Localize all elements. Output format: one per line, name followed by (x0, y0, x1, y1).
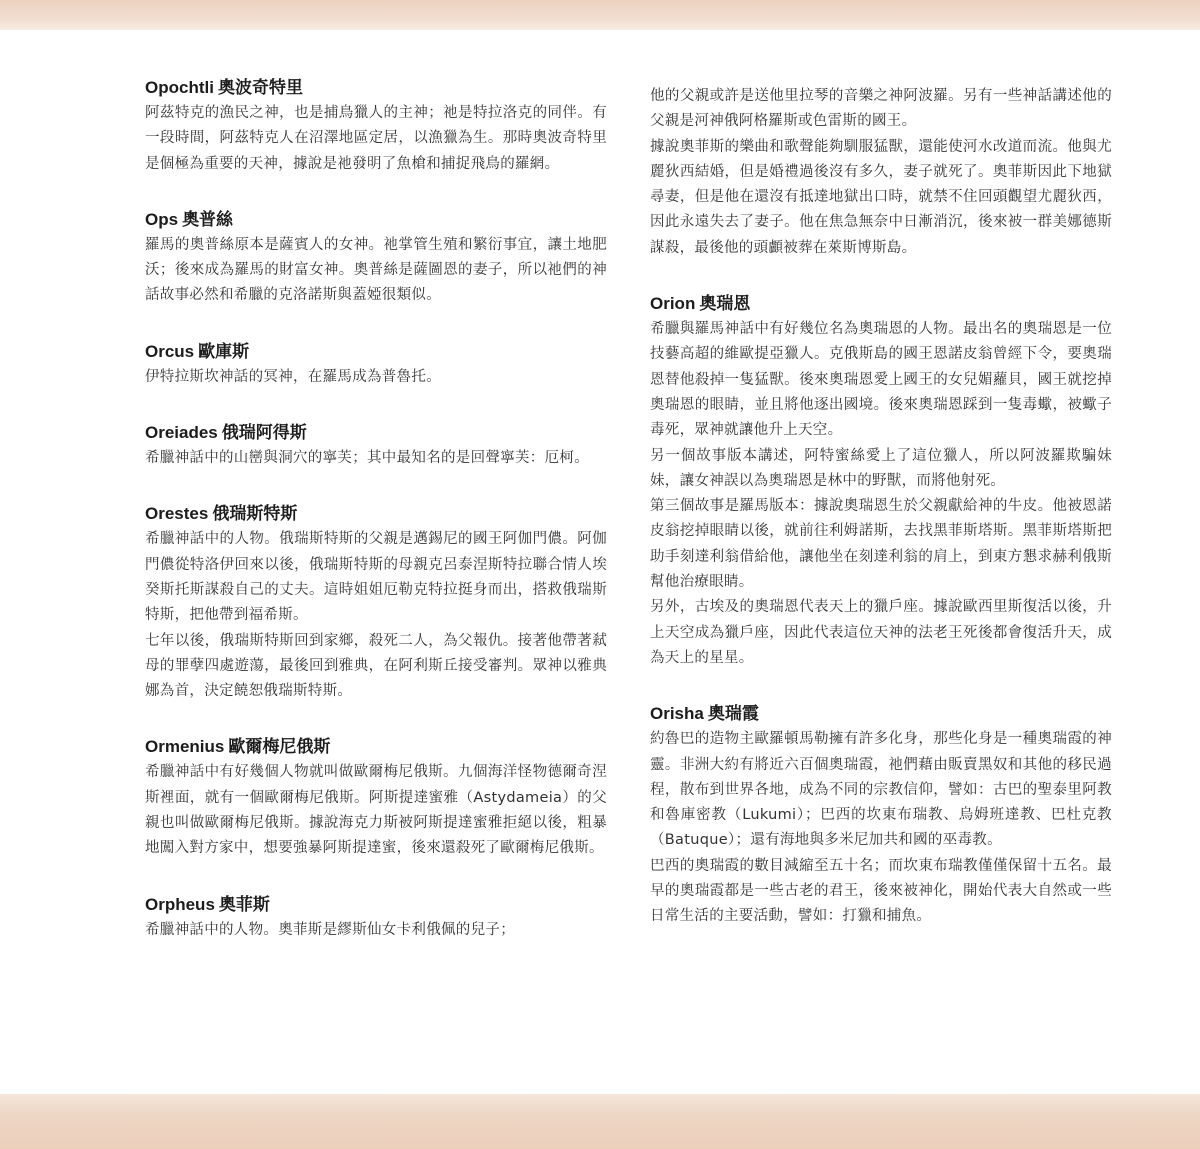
entry-paragraph: 希臘與羅馬神話中有好幾位名為奧瑞恩的人物。最出名的奧瑞恩是一位技藝高超的維歐提亞獵人。克俄斯島的國王恩諾皮翁曾經下令，要奧瑞恩替他殺掉一隻猛獸。後來奧瑞恩愛上國王的女兒媚蘿貝，國王就挖掉奧瑞恩的眼睛，並且將他逐出國境。後來奧瑞恩踩到一隻毒蠍，被蠍子毒死，眾神就讓他升上天空。 (650, 321, 1112, 439)
entry-paragraph: 約魯巴的造物主歐羅頓馬勒擁有許多化身，那些化身是一種奧瑞霞的神靈。非洲大約有將近六百個奧瑞霞，祂們藉由販賣黑奴和其他的移民過程，散布到世界各地，成為不同的宗教信仰，譬如：古巴的聖泰里阿教和魯庫密教（Lukumi）；巴西的坎東布瑞教、烏姆班達教、巴杜克教（Batuque）；還有海地與多米尼加共和國的巫毒教。 (650, 731, 1112, 849)
entry-heading (145, 504, 607, 524)
right-column (650, 84, 1112, 963)
entry-paragraph: 希臘神話中的山巒與洞穴的寧芙；其中最知名的是回聲寧芙：厄柯。 (145, 450, 589, 467)
entry-term: Ops (145, 209, 179, 229)
entry-term-chinese: 俄瑞阿得斯 (221, 423, 307, 443)
entry-paragraph: 希臘神話中有好幾個人物就叫做歐爾梅尼俄斯。九個海洋怪物德爾奇涅斯裡面，就有一個歐爾梅尼俄斯。阿斯提達蜜雅（Astydameia）的父親也叫做歐爾梅尼俄斯。據說海克力斯被阿斯提達蜜雅拒絕以後，粗暴地闖入對方家中，想要強暴阿斯提達蜜，後來還殺死了歐爾梅尼俄斯。 (145, 764, 607, 857)
entry-paragraph: 另外，古埃及的奧瑞恩代表天上的獵戶座。據說歐西里斯復活以後，升上天空成為獵戶座，因此代表這位天神的法老王死後都會復活升天，成為天上的星星。 (650, 599, 1112, 666)
entry-heading (650, 704, 1112, 724)
page-bottom-edge (0, 1094, 1200, 1149)
entry-term: Ormenius (145, 737, 225, 757)
entry-ormenius (145, 737, 607, 861)
entry-paragraph: 希臘神話中的人物。俄瑞斯特斯的父親是邁錫尼的國王阿伽門儂。阿伽門儂從特洛伊回來以後，俄瑞斯特斯的母親克呂泰涅斯特拉聯合情人埃癸斯托斯謀殺自己的丈夫。這時姐姐厄勒克特拉挺身而出，搭救俄瑞斯特斯，把他帶到福希斯。 (145, 531, 607, 624)
entry-paragraph: 羅馬的奧普絲原本是薩賓人的女神。祂掌管生殖和繁衍事宜，讓土地肥沃；後來成為羅馬的財富女神。奧普絲是薩圖恩的妻子，所以祂們的神話故事必然和希臘的克洛諾斯與蓋婭很類似。 (145, 236, 607, 304)
entry-orisha (650, 704, 1112, 929)
entry-paragraph: 阿茲特克的漁民之神，也是捕鳥獵人的主神；祂是特拉洛克的同伴。有一段時間，阿茲特克人在沼澤地區定居，以漁獵為生。那時奧波奇特里是個極為重要的天神，據說是祂發明了魚槍和捕捉飛鳥的羅網。 (145, 105, 607, 172)
left-column (145, 78, 607, 976)
entry-paragraph: 七年以後，俄瑞斯特斯回到家鄉，殺死二人，為父報仇。接著他帶著弒母的罪孽四處遊蕩，最後回到雅典，在阿利斯丘接受審判。眾神以雅典娜為首，決定饒恕俄瑞斯特斯。 (145, 632, 607, 700)
entry-term: Orestes (145, 504, 209, 524)
entry-paragraph: 據說奧菲斯的樂曲和歌聲能夠馴服猛獸，還能使河水改道而流。他與尤麗狄西結婚，但是婚禮過後沒有多久，妻子就死了。奧菲斯因此下地獄尋妻，但是他在還沒有抵達地獄出口時，就禁不住回頭觀望尤麗狄西，因此永遠失去了妻子。他在焦急無奈中日漸消沉，後來被一群美娜德斯謀殺，最後他的頭顱被葬在萊斯博斯島。 (650, 138, 1112, 256)
entry-term-chinese: 奧瑞霞 (707, 704, 759, 724)
entry-term: Oreiades (145, 423, 218, 443)
entry-term-chinese: 奧波奇特里 (217, 78, 303, 97)
entry-heading (650, 294, 1112, 314)
entry-term-chinese: 奧菲斯 (218, 894, 270, 914)
entry-paragraph: 巴西的奧瑞霞的數目減縮至五十名；而坎東布瑞教僅僅保留十五名。最早的奧瑞霞都是一些古老的君王，後來被神化，開始代表大自然或一些日常生活的主要活動，譬如：打獵和捕魚。 (650, 857, 1112, 925)
entry-heading (145, 423, 607, 443)
entry-orpheus (145, 895, 607, 943)
entry-opochtli (145, 78, 607, 177)
entry-ops (145, 210, 607, 309)
entry-heading (145, 210, 607, 230)
entry-term-chinese: 歐爾梅尼俄斯 (228, 737, 331, 757)
entry-paragraph: 另一個故事版本講述，阿特蜜絲愛上了這位獵人，所以阿波羅欺騙妹妹，讓女神誤以為奧瑞恩是林中的野獸，而將他射死。 (650, 447, 1112, 489)
entry-heading (145, 342, 607, 362)
entry-term-chinese: 歐庫斯 (198, 341, 250, 361)
entry-paragraph: 他的父親或許是送他里拉琴的音樂之神阿波羅。另有一些神話講述他的父親是河神俄阿格羅斯或色雷斯的國王。 (650, 88, 1112, 130)
entry-orestes (145, 504, 607, 704)
entry-term: Orion (650, 294, 696, 314)
page-top-edge (0, 0, 1200, 30)
entry-heading (145, 78, 607, 98)
entry-paragraph: 伊特拉斯坎神話的冥神，在羅馬成為普魯托。 (145, 368, 441, 385)
entry-oreiades (145, 423, 607, 471)
entry-orion (650, 294, 1112, 671)
entry-term: Orisha (650, 704, 704, 724)
entry-term: Opochtli (145, 78, 214, 97)
entry-term: Orpheus (145, 894, 215, 914)
entry-orcus (145, 342, 607, 390)
entry-term-chinese: 奧普絲 (182, 209, 234, 229)
entry-heading (145, 737, 607, 757)
entry-orpheus-continued (650, 84, 1112, 261)
entry-paragraph: 希臘神話中的人物。奧菲斯是繆斯仙女卡利俄佩的兒子； (145, 921, 515, 938)
entry-paragraph: 第三個故事是羅馬版本：據說奧瑞恩生於父親獻給神的牛皮。他被恩諾皮翁挖掉眼睛以後，就前往利姆諾斯，去找黑菲斯塔斯。黑菲斯塔斯把助手刻達利翁借給他，讓他坐在刻達利翁的肩上，到東方懇求赫利俄斯幫他治療眼睛。 (650, 498, 1112, 591)
entry-term-chinese: 奧瑞恩 (699, 294, 751, 314)
entry-term: Orcus (145, 341, 195, 361)
entry-heading (145, 895, 607, 915)
entry-term-chinese: 俄瑞斯特斯 (212, 504, 298, 524)
